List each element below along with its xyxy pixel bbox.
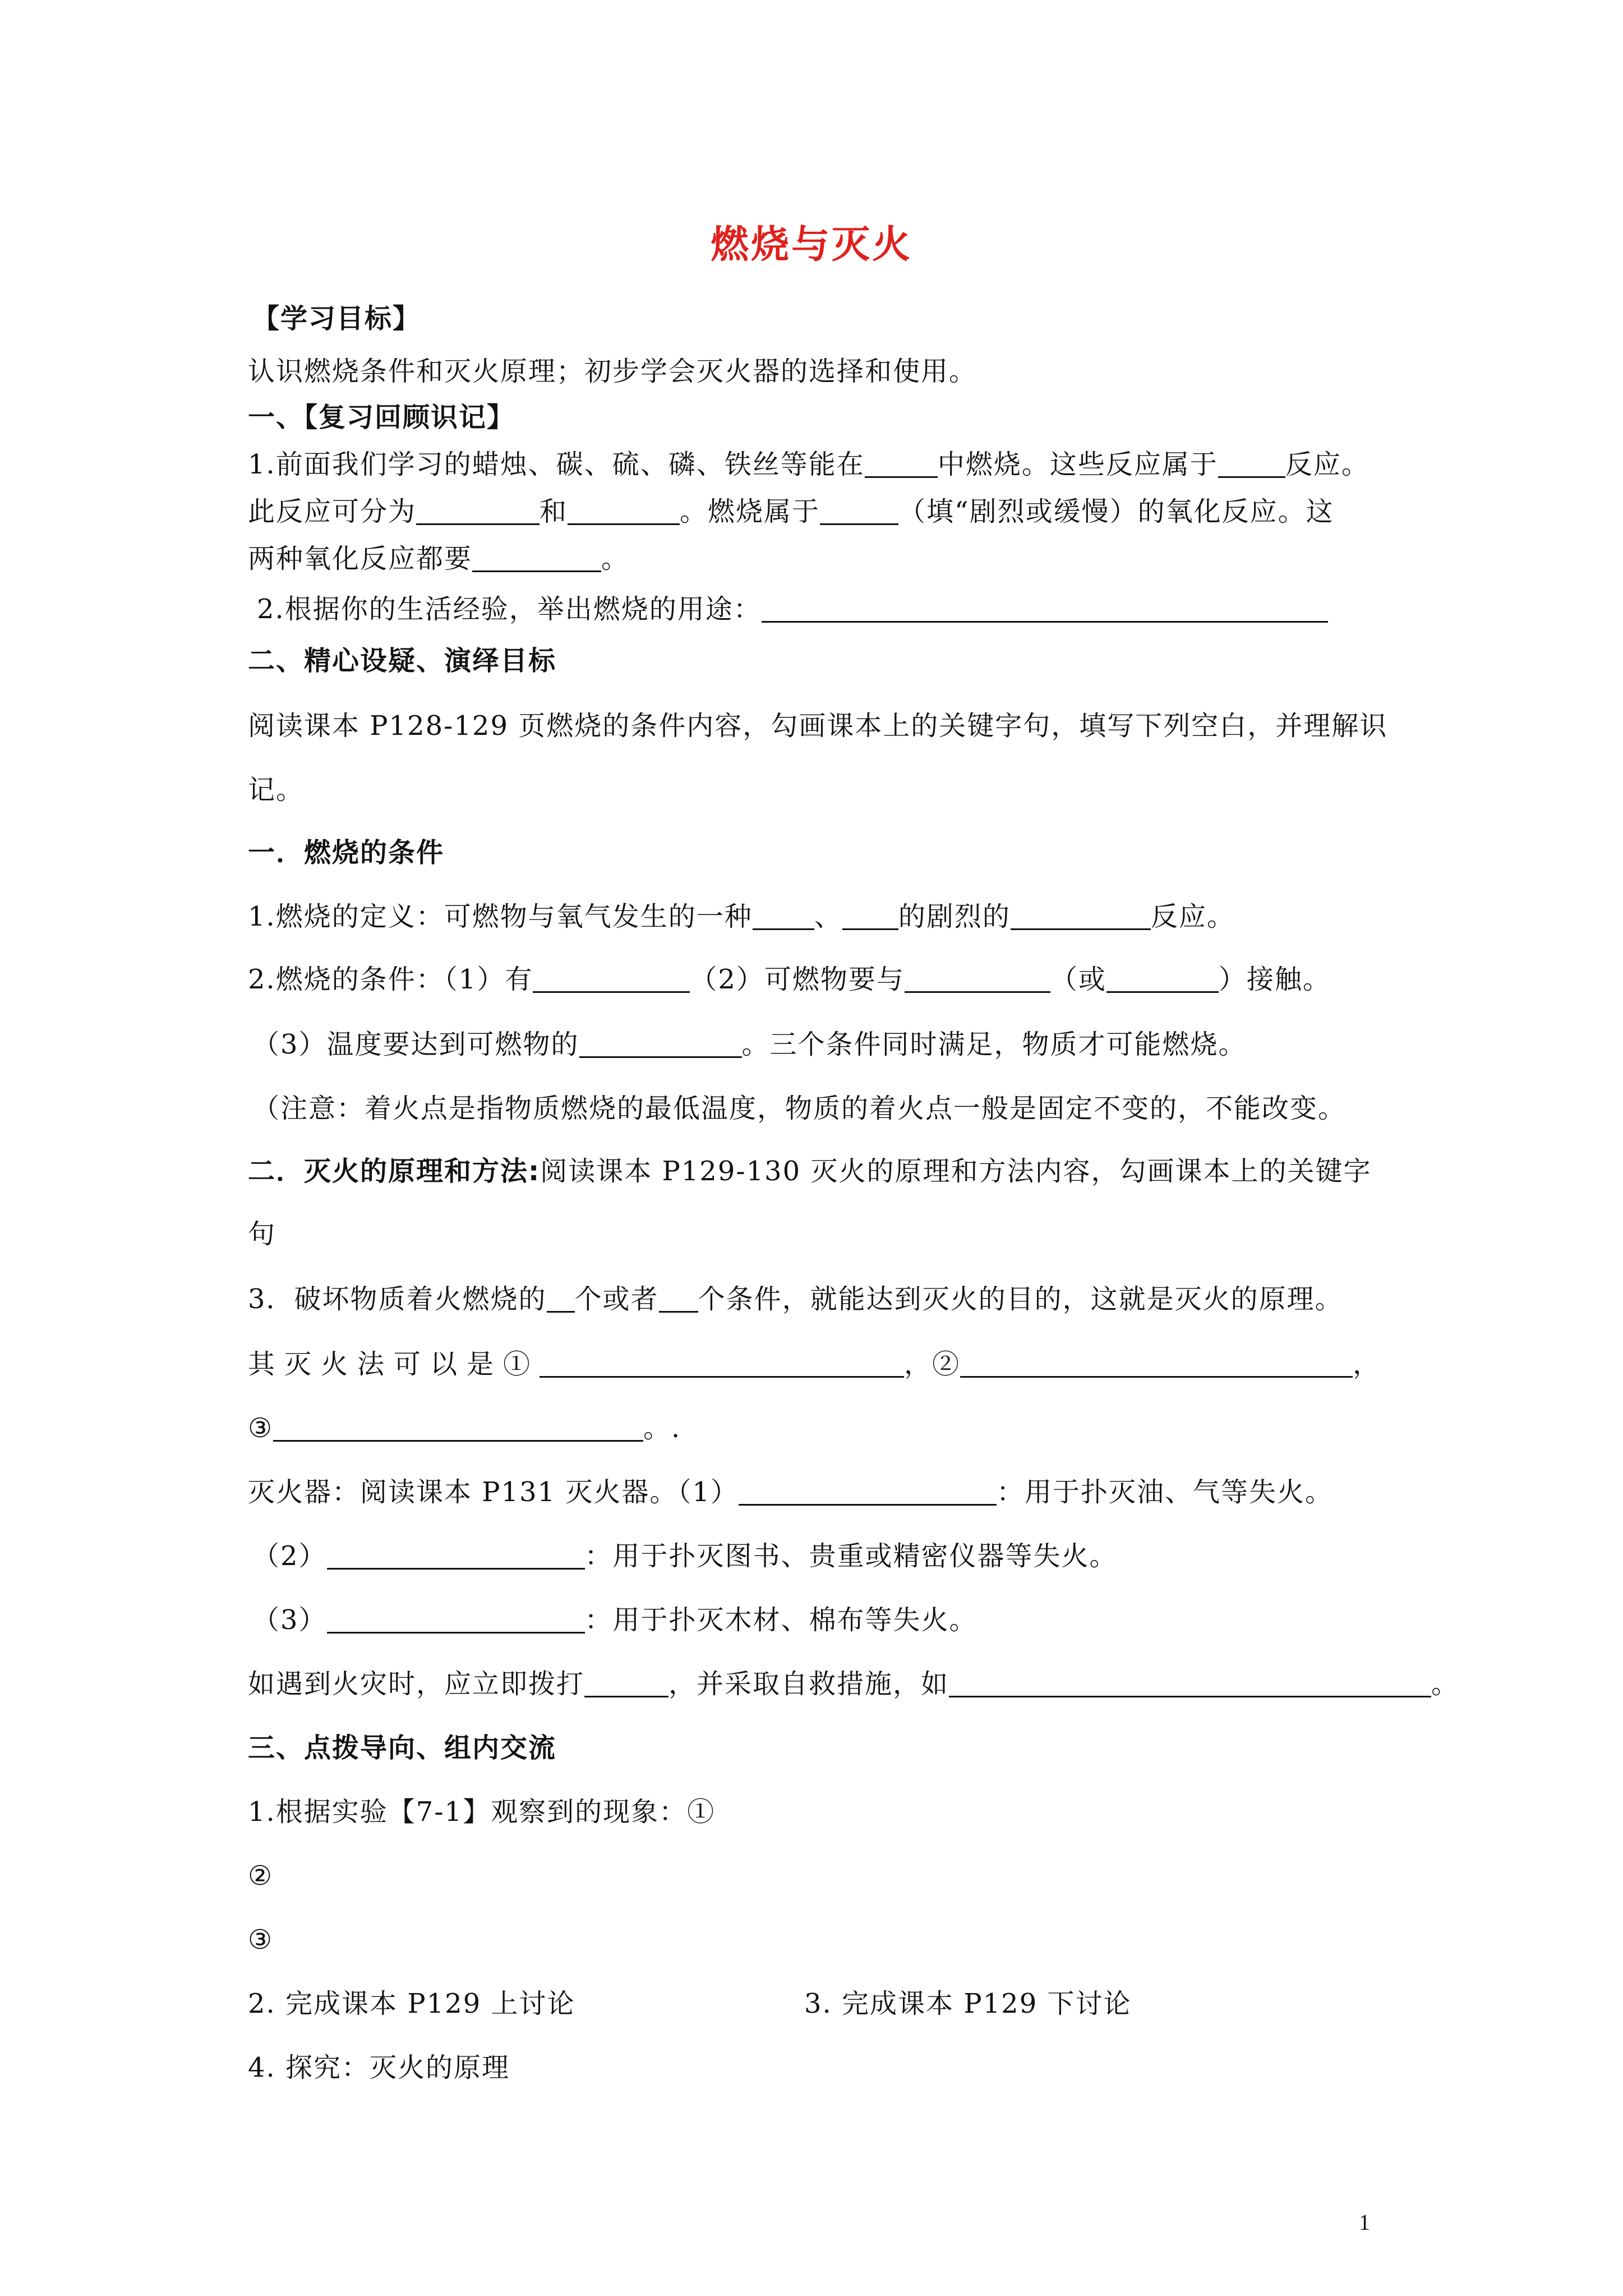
observation-2: ②	[248, 1860, 274, 1892]
blank[interactable]	[547, 1283, 575, 1313]
blank[interactable]	[327, 1604, 585, 1634]
review-heading: 一、【复习回顾识记】	[248, 402, 515, 433]
page-title: 燃烧与灭火	[710, 223, 912, 267]
extinguisher-1: 灭火器：阅读课本 P131 灭火器。（1） ：用于扑灭油、气等失火。	[248, 1476, 1333, 1508]
reading-instruction: 阅读课本 P128-129 页燃烧的条件内容，勾画课本上的关键字句，填写下列空白，并理解识	[248, 710, 1388, 742]
blank[interactable]	[905, 963, 1050, 993]
blank[interactable]	[327, 1540, 585, 1570]
blank[interactable]	[753, 900, 814, 930]
review-q2: 2.根据你的生活经验，举出燃烧的用途：	[257, 588, 1328, 631]
combustion-condition-3: （3）温度要达到可燃物的 。三个条件同时满足，物质才可能燃烧。	[252, 1029, 1247, 1060]
blank[interactable]	[820, 495, 898, 525]
page-number: 1	[1359, 2210, 1370, 2235]
review-q1-line3: 两种氧化反应都要 。	[248, 543, 630, 574]
blank[interactable]	[842, 900, 898, 930]
combustion-conditions-heading: 一．燃烧的条件	[248, 837, 445, 868]
blank[interactable]	[568, 495, 680, 525]
learning-goal-heading: 【学习目标】	[252, 303, 421, 334]
blank[interactable]	[540, 1348, 904, 1378]
extinguish-heading-cont: 句	[248, 1218, 276, 1250]
section2-heading: 二、精心设疑、演绎目标	[248, 645, 557, 677]
blank[interactable]	[1218, 448, 1285, 478]
extinguish-principle: 3．破坏物质着火燃烧的 个或者 个条件，就能达到灭火的目的，这就是灭火的原理。	[248, 1283, 1343, 1315]
extinguisher-3: （3） ：用于扑灭木材、棉布等失火。	[252, 1604, 978, 1636]
ignition-point-note: （注意：着火点是指物质燃烧的最低温度，物质的着火点一般是固定不变的，不能改变。	[252, 1093, 1347, 1124]
combustion-condition-list: 2.燃烧的条件：（1）有 （2）可燃物要与 （或 ）接触。	[248, 964, 1331, 995]
blank[interactable]	[472, 542, 601, 572]
blank[interactable]	[533, 963, 690, 993]
blank[interactable]	[865, 448, 938, 478]
task-3: 3. 完成课本 P129 下讨论	[804, 1988, 1132, 2019]
task-2: 2. 完成课本 P129 上讨论	[248, 1988, 575, 2019]
blank[interactable]	[273, 1412, 643, 1442]
blank[interactable]	[949, 1668, 1431, 1697]
learning-goal-text: 认识燃烧条件和灭火原理；初步学会灭火器的选择和使用。	[248, 356, 978, 387]
blank[interactable]	[659, 1283, 698, 1313]
experiment-observation: 1.根据实验【7-1】观察到的现象：①	[248, 1796, 716, 1828]
extinguisher-2: （2） ：用于扑灭图书、贵重或精密仪器等失火。	[252, 1540, 1118, 1572]
extinguish-method-3: ③ 。.	[248, 1412, 681, 1444]
combustion-definition: 1.燃烧的定义：可燃物与氧气发生的一种 、 的剧烈的 反应。	[248, 901, 1235, 932]
blank[interactable]	[762, 593, 1328, 623]
blank[interactable]	[1106, 963, 1219, 993]
task-4: 4. 探究：灭火的原理	[248, 2052, 510, 2083]
blank[interactable]	[579, 1028, 742, 1058]
blank[interactable]	[1011, 900, 1151, 930]
blank[interactable]	[739, 1476, 997, 1506]
blank[interactable]	[584, 1668, 668, 1697]
review-q1-line2: 此反应可分为 和 。燃烧属于 （填“剧烈或缓慢）的氧化反应。这	[248, 496, 1334, 527]
section3-heading: 三、点拨导向、组内交流	[248, 1732, 557, 1764]
reading-instruction-cont: 记。	[248, 774, 305, 806]
fire-emergency: 如遇到火灾时，应立即拨打 ，并采取自救措施，如 。	[248, 1668, 1460, 1700]
blank[interactable]	[416, 495, 540, 525]
observation-3: ③	[248, 1924, 274, 1955]
blank[interactable]	[960, 1348, 1353, 1378]
extinguish-methods: 其灭火法可以是① ，② ，	[248, 1349, 1381, 1380]
review-q1-line1: 1.前面我们学习的蜡烛、碳、硫、磷、铁丝等能在 中燃烧。这些反应属于 反应。	[248, 449, 1370, 480]
extinguish-heading-line: 二．灭火的原理和方法:阅读课本 P129-130 灭火的原理和方法内容，勾画课本上的关键字	[248, 1156, 1372, 1187]
